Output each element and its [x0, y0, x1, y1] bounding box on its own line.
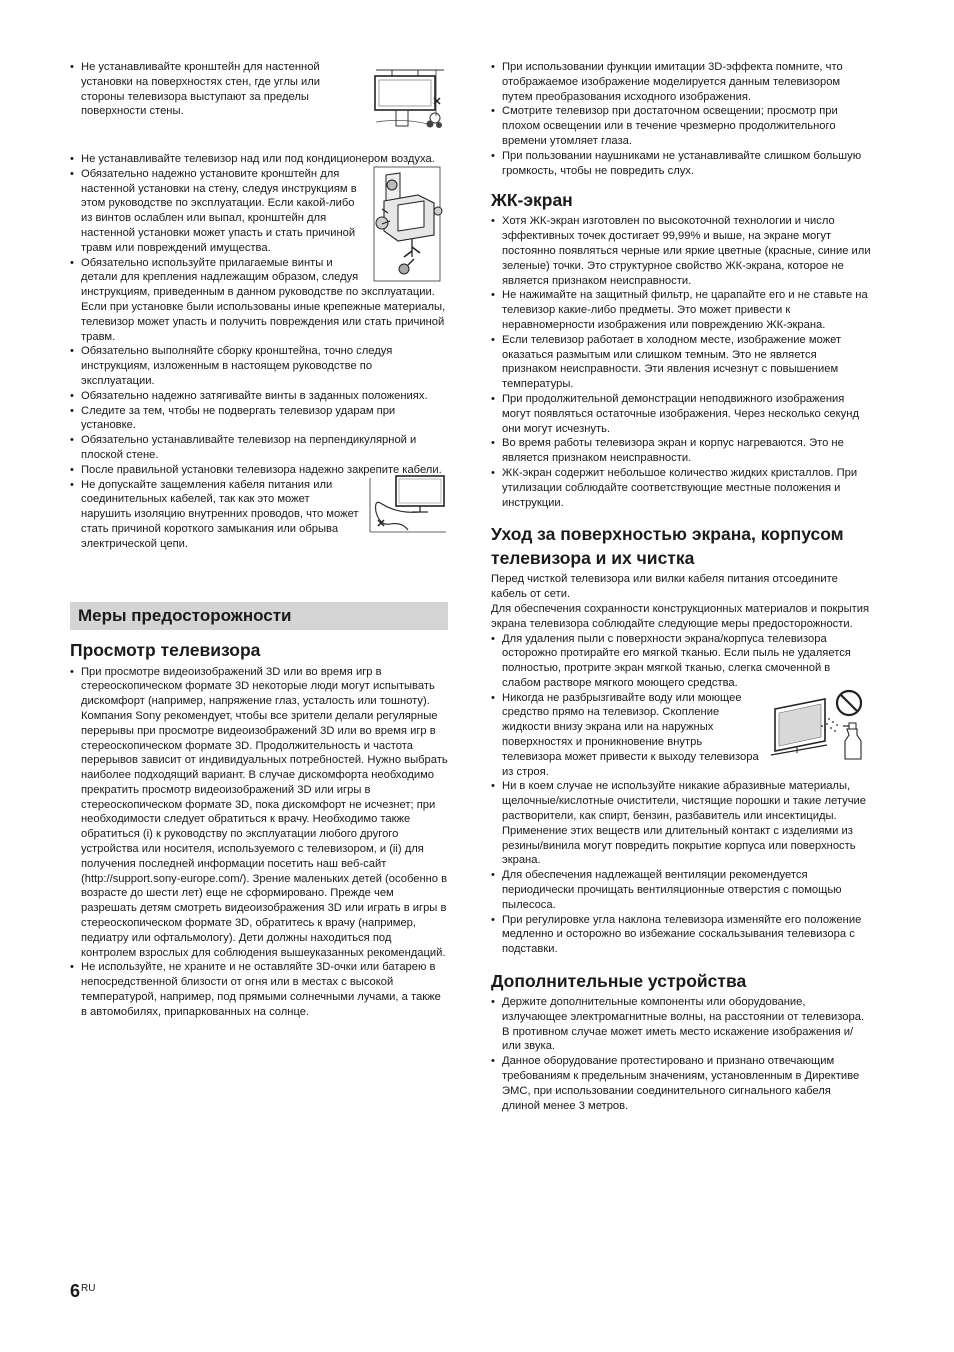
- care-paragraph: Перед чисткой телевизора или вилки кабеля питания отсоедините кабель от сети.: [491, 573, 838, 601]
- list-item: • Смотрите телевизор при достаточном освещении; просмотр при плохом освещении или в течение чрезмерно продолжительного времени утомляет глаза.: [491, 104, 871, 148]
- list-item: • Обязательно используйте прилагаемые винты и детали для крепления надлежащим образом, следуя инструкциям, приведенным в данном руководстве по эксплуатации. Если при установке были использованы иные крепежные материалы, телевизор может упасть и получить повреждения или стать причиной травм.: [70, 256, 448, 345]
- list-item: • Обязательно надежно установите кронштейн для настенной установки на стену, следуя инструкциям в этом руководстве по эксплуатации. Если какой-либо из винтов ослаблен или выпал, кронштейн для настенной установки может упасть и стать причиной травм или повреждений имущества.: [70, 167, 448, 256]
- list-item: • При использовании функции имитации 3D-эффекта помните, что отображаемое изображение моделируется данным телевизором путем преобразования исходного изображения.: [491, 60, 871, 104]
- care-list: [491, 632, 871, 958]
- installation-list: [70, 152, 448, 552]
- list-item: • Не используйте, не храните и не оставляйте 3D-очки или батарею в непосредственной близости от огня или в местах с высокой температурой, например, под прямыми солнечными лучами, а также в автомобилях, припаркованных на солнце.: [70, 960, 448, 1019]
- heading-viewing: Просмотр телевизора: [70, 639, 261, 660]
- list-item: • Во время работы телевизора экран и корпус нагреваются. Это не является признаком неисправности.: [491, 436, 871, 466]
- wall-mount-list: [70, 60, 448, 119]
- list-item: • Для обеспечения надлежащей вентиляции рекомендуется периодически прочищать вентиляционные отверстия с помощью пылесоса.: [491, 868, 871, 912]
- heading-care: Уход за поверхностью экрана, корпусом телевизора и их чистка: [491, 524, 844, 569]
- heading-optional: Дополнительные устройства: [491, 971, 747, 992]
- list-item: • Для удаления пыли с поверхности экрана/корпуса телевизора осторожно протирайте его мягкой тканью. Если пыль не удаляется полностью, протрите экран мягкой тканью, слегка смоченной в слабом растворе мягкого моющего средства.: [491, 632, 871, 691]
- list-item: • Держите дополнительные компоненты или оборудование, излучающее электромагнитные волны, на расстоянии от телевизора. В противном случае может иметь место искажение изображения и/или звука.: [491, 995, 871, 1054]
- list-item: • Хотя ЖК-экран изготовлен по высокоточной технологии и число эффективных точек достигает 99,99% и выше, на экране могут постоянно появляться черные или яркие цветные (красные, синие или зеленые) точки. Это структурное свойство ЖК-экрана, которое не является признаком неисправности.: [491, 214, 871, 288]
- list-item: • Не устанавливайте кронштейн для настенной установки на поверхностях стен, где углы или стороны телевизора выступают за пределы поверхности стены.: [70, 60, 448, 119]
- list-item: • Если телевизор работает в холодном месте, изображение может оказаться размытым или слишком темным. Это не является признаком неисправности. Эти явления исчезнут с повышением температуры.: [491, 333, 871, 392]
- list-item: • Данное оборудование протестировано и признано отвечающим требованиям к предельным значениям, установленным в Директиве ЭМС, при использовании соединительного сигнального кабеля длиной менее 3 метров.: [491, 1054, 871, 1113]
- care-paragraph: Для обеспечения сохранности конструкционных материалов и покрытия экрана телевизора соблюдайте следующие меры предосторожности.: [491, 602, 870, 630]
- section-title-bar: Меры предосторожности: [70, 602, 448, 630]
- list-item: • После правильной установки телевизора надежно закрепите кабели.: [70, 463, 448, 478]
- list-item: • ЖК-экран содержит небольшое количество жидких кристаллов. При утилизации соблюдайте соответствующие местные положения и инструкции.: [491, 466, 871, 510]
- list-item: • Никогда не разбрызгивайте воду или моющее средство прямо на телевизор. Скопление жидкости внизу экрана или на наружных поверхностях и проникновение внутрь телевизора может привести к выходу телевизора из строя.: [491, 691, 871, 780]
- optional-list: [491, 995, 871, 1113]
- page-language: RU: [81, 1283, 96, 1294]
- right-column: [491, 60, 871, 1113]
- left-column: [70, 60, 448, 1020]
- heading-lcd: ЖК-экран: [491, 190, 573, 211]
- list-item: • Следите за тем, чтобы не подвергать телевизор ударам при установке.: [70, 404, 448, 434]
- list-item: • Не допускайте защемления кабеля питания или соединительных кабелей, так как это может нарушить изоляцию внутренних проводов, что может стать причиной короткого замыкания или обрыва электрической цепи.: [70, 478, 448, 552]
- list-item: • Обязательно надежно затягивайте винты в заданных положениях.: [70, 389, 448, 404]
- list-item: • Обязательно выполняйте сборку кронштейна, точно следуя инструкциям, изложенным в настоящем руководстве по эксплуатации.: [70, 344, 448, 388]
- list-item: • При регулировке угла наклона телевизора изменяйте его положение медленно и осторожно во избежание соскальзывания телевизора с подставки.: [491, 913, 871, 957]
- list-item: • Не нажимайте на защитный фильтр, не царапайте его и не ставьте на телевизор какие-либо предметы. Это может привести к неравномерности изображения или повреждению ЖК-экрана.: [491, 288, 871, 332]
- viewing-list: [70, 665, 448, 1020]
- no-spray-illustration-icon: [767, 689, 871, 761]
- pinched-cable-illustration-icon: [368, 474, 448, 536]
- list-item: • Обязательно устанавливайте телевизор на перпендикулярной и плоской стене.: [70, 433, 448, 463]
- list-item: • При продолжительной демонстрации неподвижного изображения могут появляться остаточные изображения. Через несколько секунд они могут исчезнуть.: [491, 392, 871, 436]
- list-item: • При просмотре видеоизображений 3D или во время игр в стереоскопическом формате 3D некоторые люди могут испытывать дискомфорт (например, напряжение глаз, усталость или тошноту). Компания Sony рекомендует, чтобы все зрители делали регулярные перерывы при просмотре видеоизображений 3D или во время игр в стереоскопическом формате 3D. Продолжительность и частота перерывов зависит от индивидуальных потребностей. Нужно выбрать наиболее подходящий вариант. В случае дискомфорта необходимо прекратить просмотр видеоизображений 3D или игры в стереоскопическом формате 3D, пока дискомфорт не исчезнет; при необходимости следует обратиться к врачу. Необходимо также обратиться (i) к руководству по эксплуатации любого другого устройства или носителя, используемого с телевизором, и (ii) для получения последней информации посетить наш веб-сайт (http://support.sony-europe.com/). Зрение маленьких детей (особенно в возрасте до шести лет) еще не сформировано. Прежде чем разрешать детям смотреть видеоизображения 3D или играть в игры в стереоскопическом формате 3D, обратитесь к врачу (например, педиатру или офтальмологу). Дети должны находиться под контролем взрослых для соблюдения вышеуказанных рекомендаций.: [70, 665, 448, 961]
- viewing-list-continued: [491, 60, 871, 178]
- list-item: • Не устанавливайте телевизор над или под кондиционером воздуха.: [70, 152, 448, 167]
- list-item: • Ни в коем случае не используйте никакие абразивные материалы, щелочные/кислотные очистители, чистящие порошки и такие летучие растворители, как спирт, бензин, разбавитель или инсектициды. Применение этих веществ или длительный контакт с изделиями из резины/винила могут повредить покрытие корпуса или поверхность экрана.: [491, 779, 871, 868]
- lcd-list: [491, 214, 871, 510]
- page-number: $6^{RU}$: [70, 1281, 96, 1301]
- list-item: • При пользовании наушниками не устанавливайте слишком большую громкость, чтобы не повредить слух.: [491, 149, 871, 179]
